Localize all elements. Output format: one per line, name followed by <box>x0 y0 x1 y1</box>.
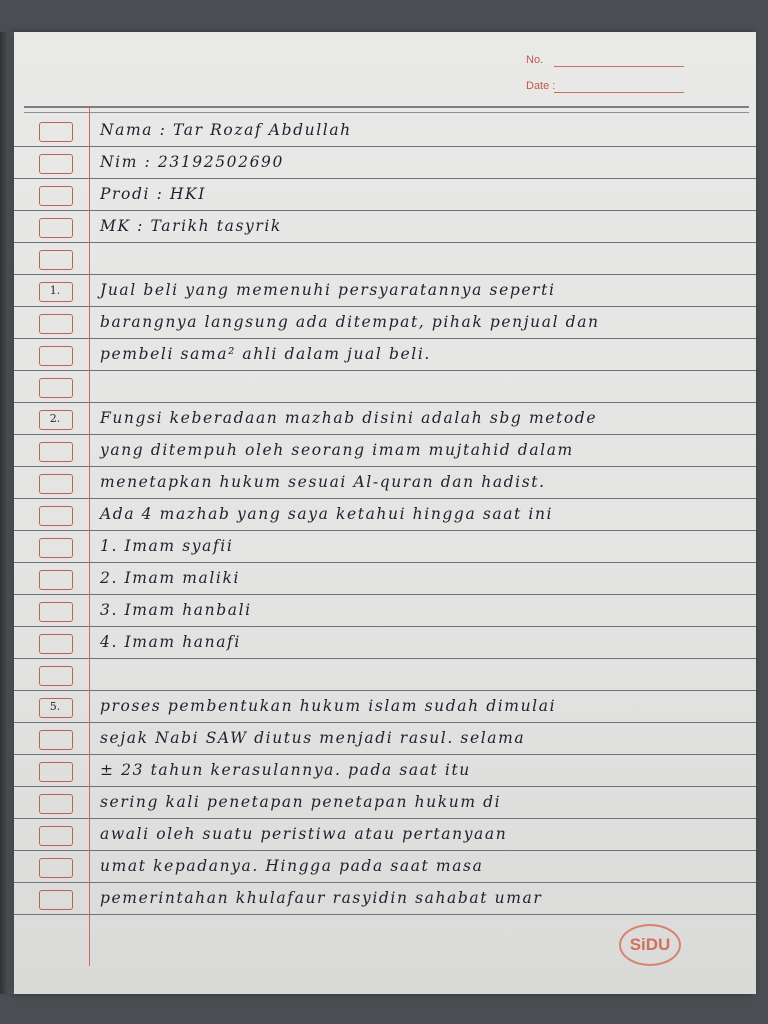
ruled-row <box>14 370 756 403</box>
row-checkbox[interactable] <box>39 250 73 270</box>
row-checkbox[interactable] <box>39 506 73 526</box>
row-checkbox[interactable] <box>39 858 73 878</box>
number-label: No. <box>526 54 544 66</box>
handwritten-line: Nim : 23192502690 <box>100 153 284 171</box>
row-checkbox[interactable] <box>39 730 73 750</box>
row-checkbox[interactable] <box>39 634 73 654</box>
top-rule <box>24 106 749 108</box>
handwritten-line: ± 23 tahun kerasulannya. pada saat itu <box>100 761 471 779</box>
row-checkbox[interactable] <box>39 666 73 686</box>
row-checkbox[interactable] <box>39 474 73 494</box>
question-number: 1. <box>49 284 61 297</box>
handwritten-line: umat kepadanya. Hingga pada saat masa <box>100 857 484 875</box>
row-checkbox[interactable] <box>39 890 73 910</box>
handwritten-line: 2. Imam maliki <box>100 569 241 587</box>
ruled-row <box>14 658 756 691</box>
row-checkbox[interactable] <box>39 602 73 622</box>
date-underline <box>554 92 684 93</box>
row-checkbox[interactable] <box>39 762 73 782</box>
handwritten-line: pemerintahan khulafaur rasyidin sahabat umar <box>100 889 543 907</box>
date-field <box>526 80 555 92</box>
question-number: 2. <box>49 412 61 425</box>
handwritten-line: awali oleh suatu peristiwa atau pertanyaan <box>100 825 508 843</box>
handwritten-line: Prodi : HKI <box>100 185 206 203</box>
handwritten-line: barangnya langsung ada ditempat, pihak penjual dan <box>100 313 600 331</box>
handwritten-line: 1. Imam syafii <box>100 537 234 555</box>
notebook-page <box>14 32 756 994</box>
row-checkbox[interactable] <box>39 378 73 398</box>
date-label: Date : <box>526 80 556 92</box>
handwritten-line: 3. Imam hanbali <box>100 601 252 619</box>
top-rule-secondary <box>24 112 749 113</box>
row-checkbox[interactable] <box>39 442 73 462</box>
row-checkbox[interactable] <box>39 154 73 174</box>
handwritten-line: sejak Nabi SAW diutus menjadi rasul. selama <box>100 729 526 747</box>
row-checkbox[interactable] <box>39 346 73 366</box>
brand-logo: SiDU <box>619 924 681 966</box>
handwritten-line: Ada 4 mazhab yang saya ketahui hingga saat ini <box>100 505 554 523</box>
handwritten-line: yang ditempuh oleh seorang imam mujtahid dalam <box>100 441 574 459</box>
handwritten-line: Fungsi keberadaan mazhab disini adalah sbg metode <box>100 409 598 427</box>
handwritten-line: 4. Imam hanafi <box>100 633 241 651</box>
handwritten-line: proses pembentukan hukum islam sudah dimulai <box>100 697 557 715</box>
row-checkbox[interactable] <box>39 538 73 558</box>
margin-line <box>89 106 90 966</box>
number-field <box>526 54 543 66</box>
row-checkbox[interactable] <box>39 794 73 814</box>
row-checkbox[interactable] <box>39 122 73 142</box>
handwritten-line: MK : Tarikh tasyrik <box>100 217 282 235</box>
handwritten-line: sering kali penetapan penetapan hukum di <box>100 793 502 811</box>
ruled-row <box>14 242 756 275</box>
handwritten-line: Jual beli yang memenuhi persyaratannya seperti <box>100 281 556 299</box>
handwritten-line: Nama : Tar Rozaf Abdullah <box>100 121 352 139</box>
row-checkbox[interactable] <box>39 570 73 590</box>
row-checkbox[interactable] <box>39 826 73 846</box>
handwritten-line: pembeli sama² ahli dalam jual beli. <box>100 345 431 363</box>
row-checkbox[interactable] <box>39 186 73 206</box>
number-underline <box>554 66 684 67</box>
row-checkbox[interactable] <box>39 314 73 334</box>
row-checkbox[interactable] <box>39 218 73 238</box>
question-number: 5. <box>49 700 61 713</box>
handwritten-line: menetapkan hukum sesuai Al-quran dan hadist. <box>100 473 546 491</box>
